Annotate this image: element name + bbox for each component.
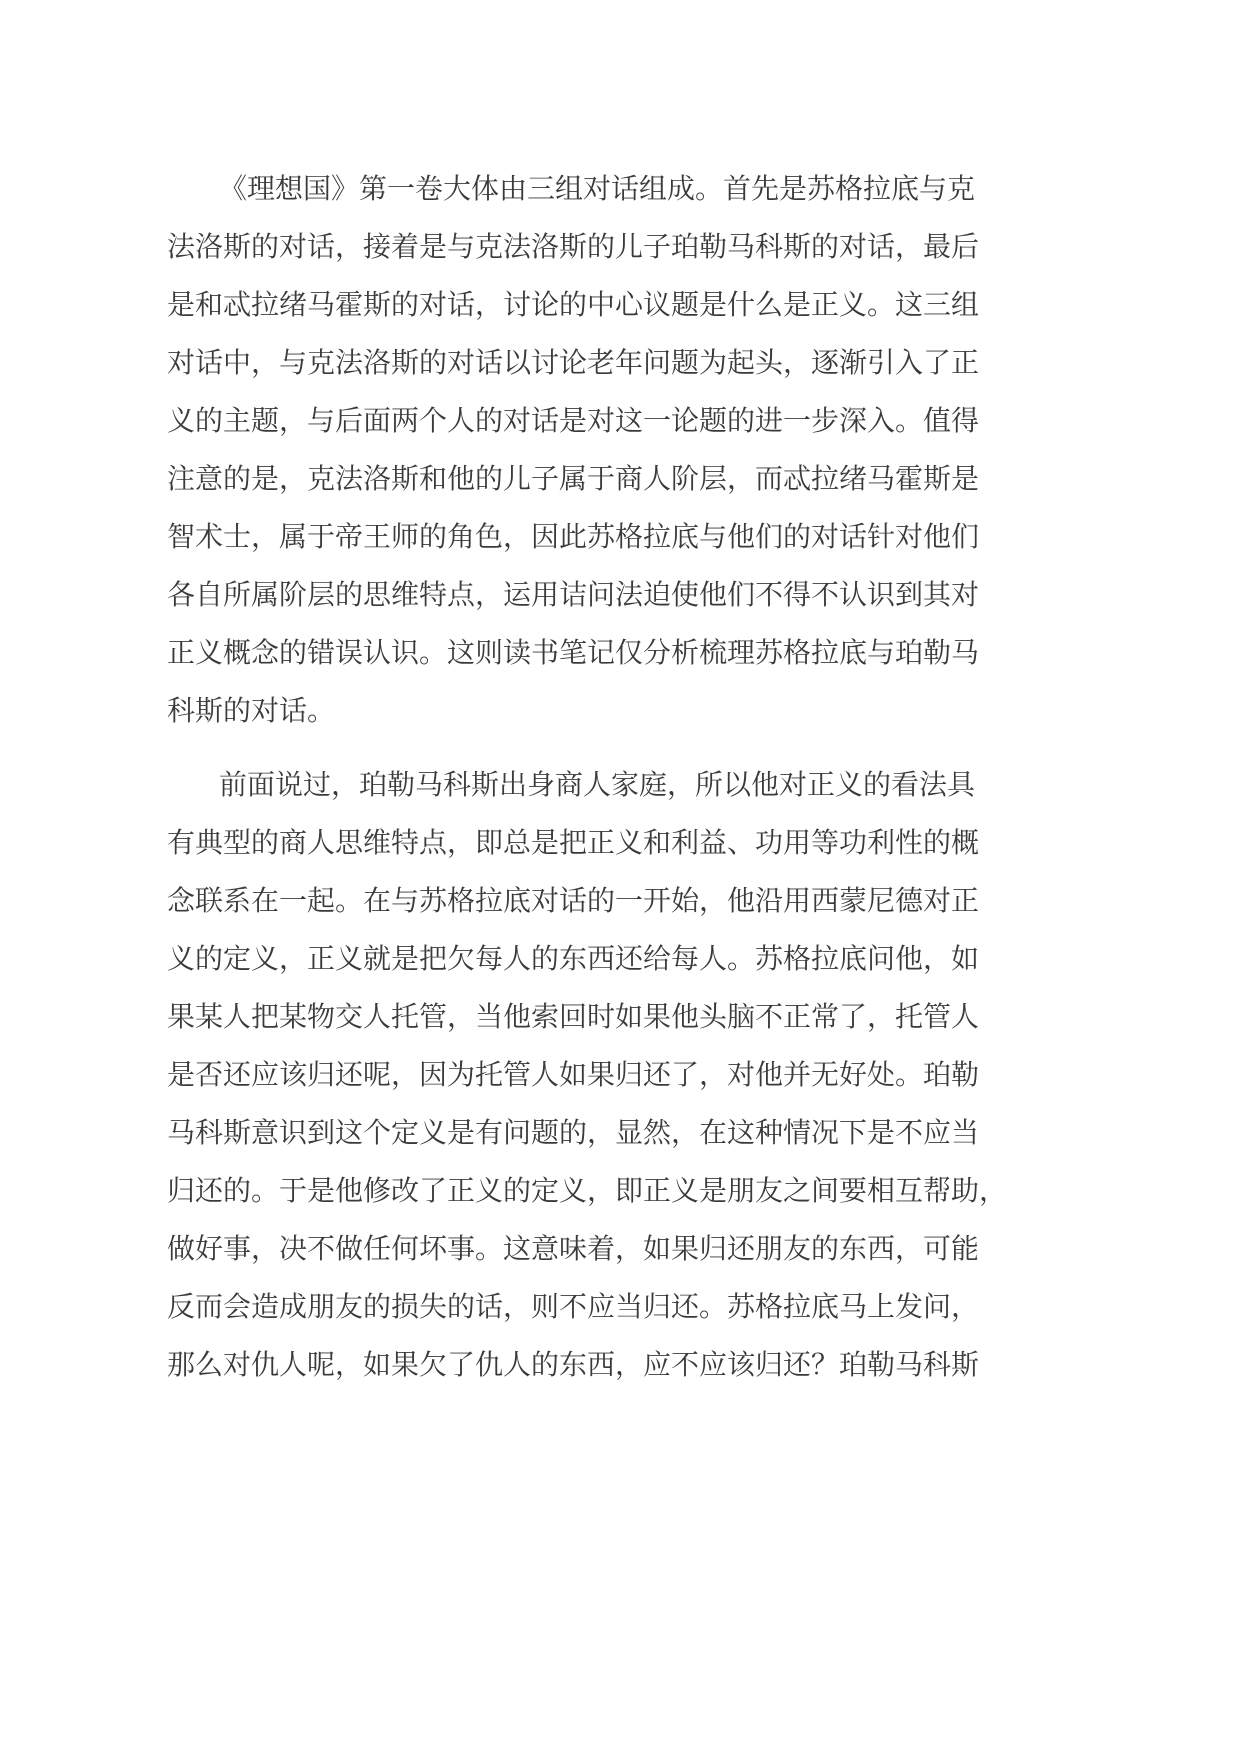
text-line: 那么对仇人呢，如果欠了仇人的东西，应不应该归还？珀勒马科斯 <box>167 1348 980 1381</box>
text-line: 果某人把某物交人托管，当他索回时如果他头脑不正常了，托管人 <box>167 1000 980 1033</box>
text-line: 对话中，与克法洛斯的对话以讨论老年问题为起头，逐渐引入了正 <box>167 346 980 379</box>
text-line: 是和忒拉绪马霍斯的对话，讨论的中心议题是什么是正义。这三组 <box>167 288 980 321</box>
text-line: 注意的是，克法洛斯和他的儿子属于商人阶层，而忒拉绪马霍斯是 <box>167 462 980 495</box>
document-body <box>167 160 1008 1394</box>
text-line: 各自所属阶层的思维特点，运用诘问法迫使他们不得不认识到其对 <box>167 578 980 611</box>
text-line: 前面说过，珀勒马科斯出身商人家庭，所以他对正义的看法具 <box>219 768 976 801</box>
text-line: 马科斯意识到这个定义是有问题的，显然，在这种情况下是不应当 <box>167 1116 980 1149</box>
text-line: 正义概念的错误认识。这则读书笔记仅分析梳理苏格拉底与珀勒马 <box>167 636 980 669</box>
text-line: 念联系在一起。在与苏格拉底对话的一开始，他沿用西蒙尼德对正 <box>167 884 980 917</box>
text-line: 《理想国》第一卷大体由三组对话组成。首先是苏格拉底与克 <box>219 172 976 205</box>
text-line: 义的主题，与后面两个人的对话是对这一论题的进一步深入。值得 <box>167 404 980 437</box>
text-line: 反而会造成朋友的损失的话，则不应当归还。苏格拉底马上发问， <box>167 1290 980 1323</box>
paragraph-2 <box>167 756 1008 1394</box>
text-line: 义的定义，正义就是把欠每人的东西还给每人。苏格拉底问他，如 <box>167 942 980 975</box>
text-line: 有典型的商人思维特点，即总是把正义和利益、功用等功利性的概 <box>167 826 980 859</box>
text-line: 智术士，属于帝王师的角色，因此苏格拉底与他们的对话针对他们 <box>167 520 980 553</box>
text-line: 是否还应该归还呢，因为托管人如果归还了，对他并无好处。珀勒 <box>167 1058 980 1091</box>
text-line: 做好事，决不做任何坏事。这意味着，如果归还朋友的东西，可能 <box>167 1232 980 1265</box>
paragraph-1 <box>167 160 980 740</box>
text-line: 科斯的对话。 <box>167 694 336 727</box>
text-line: 法洛斯的对话，接着是与克法洛斯的儿子珀勒马科斯的对话，最后 <box>167 230 980 263</box>
text-line: 归还的。于是他修改了正义的定义，即正义是朋友之间要相互帮助， <box>167 1174 1008 1207</box>
